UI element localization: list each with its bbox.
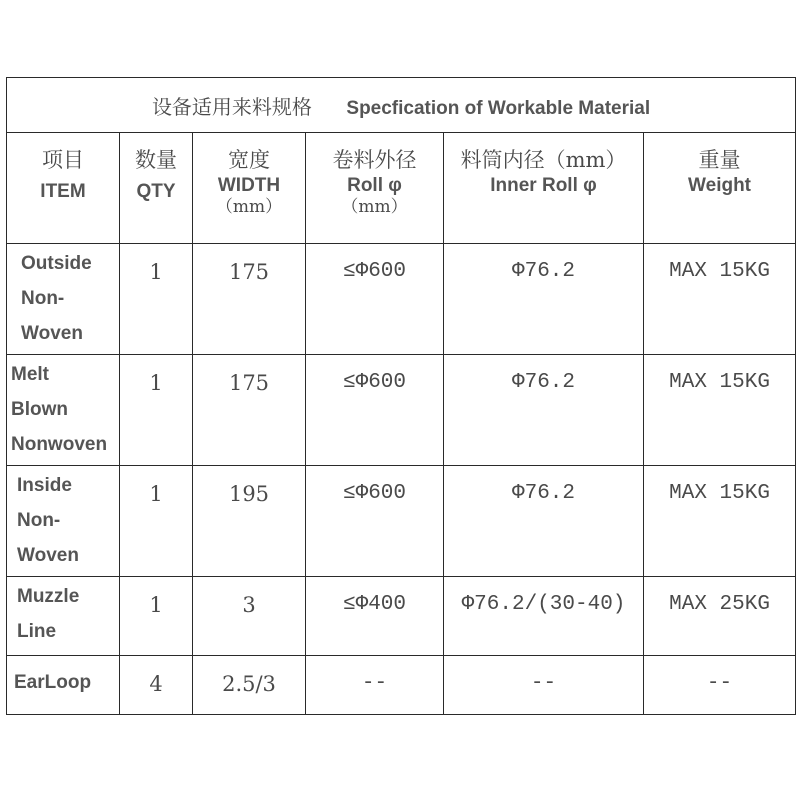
header-inner xyxy=(444,133,644,244)
roll-value: ≤Φ600 xyxy=(342,260,406,283)
inner-cell xyxy=(444,466,644,577)
inner-cell xyxy=(444,355,644,466)
roll-cell xyxy=(306,244,444,355)
width-cell xyxy=(193,244,306,355)
header-width-cn: 宽度 xyxy=(228,148,270,172)
title-cn: 设备适用来料规格 xyxy=(151,94,312,119)
title-row xyxy=(7,78,796,133)
width-cell xyxy=(193,656,306,715)
header-weight xyxy=(644,133,796,244)
table-title xyxy=(7,78,796,133)
header-roll-cn: 卷料外径 xyxy=(332,148,417,172)
weight-cell xyxy=(644,577,796,656)
item-cell xyxy=(7,355,120,466)
table-row xyxy=(7,466,796,577)
header-row xyxy=(7,133,796,244)
header-weight-cn: 重量 xyxy=(698,148,741,172)
header-qty xyxy=(120,133,193,244)
table-row xyxy=(7,244,796,355)
roll-value: ≤Φ600 xyxy=(342,371,406,394)
width-value: 175 xyxy=(228,371,270,395)
header-item xyxy=(7,133,120,244)
weight-cell xyxy=(644,466,796,577)
inner-value: -- xyxy=(530,672,557,695)
roll-value: -- xyxy=(361,672,388,695)
roll-cell xyxy=(306,656,444,715)
inner-value: Φ76.2/(30-40) xyxy=(461,593,626,616)
qty-cell xyxy=(120,577,193,656)
weight-value: MAX 15KG xyxy=(669,371,770,394)
width-cell xyxy=(193,466,306,577)
qty-cell xyxy=(120,656,193,715)
weight-value: MAX 25KG xyxy=(669,593,770,616)
item-name: Inside Non- Woven xyxy=(17,475,79,566)
width-value: 195 xyxy=(228,482,270,506)
roll-cell xyxy=(306,577,444,656)
header-width xyxy=(193,133,306,244)
header-width-unit: （mm） xyxy=(215,197,283,217)
width-value: 175 xyxy=(228,260,270,284)
weight-value: MAX 15KG xyxy=(669,482,770,505)
qty-value: 1 xyxy=(149,371,163,395)
weight-cell xyxy=(644,656,796,715)
inner-value: Φ76.2 xyxy=(511,482,575,505)
item-cell xyxy=(7,244,120,355)
header-roll-en: Roll φ xyxy=(347,175,402,196)
item-cell xyxy=(7,656,120,715)
roll-value: ≤Φ400 xyxy=(342,593,406,616)
inner-cell xyxy=(444,656,644,715)
roll-cell xyxy=(306,355,444,466)
item-name: Melt Blown Nonwoven xyxy=(11,364,108,455)
inner-cell xyxy=(444,244,644,355)
title-en: Specfication of Workable Material xyxy=(346,97,651,119)
qty-value: 1 xyxy=(149,260,163,284)
item-name: Outside Non- Woven xyxy=(21,253,92,344)
item-name: EarLoop xyxy=(14,672,92,693)
roll-cell xyxy=(306,466,444,577)
item-cell xyxy=(7,466,120,577)
table-row xyxy=(7,355,796,466)
inner-value: Φ76.2 xyxy=(511,260,575,283)
header-inner-en: Inner Roll φ xyxy=(490,175,597,196)
table-row xyxy=(7,656,796,715)
weight-cell xyxy=(644,355,796,466)
header-roll xyxy=(306,133,444,244)
qty-value: 1 xyxy=(149,482,163,506)
spec-table xyxy=(6,77,796,715)
qty-value: 4 xyxy=(149,672,163,696)
header-roll-unit: （mm） xyxy=(341,197,408,217)
qty-value: 1 xyxy=(149,593,163,617)
item-cell xyxy=(7,577,120,656)
header-qty-en: QTY xyxy=(136,181,176,202)
inner-cell xyxy=(444,577,644,656)
header-inner-cn: 料筒内径（mm） xyxy=(460,148,627,172)
table-row xyxy=(7,577,796,656)
weight-cell xyxy=(644,244,796,355)
width-cell xyxy=(193,577,306,656)
item-name: Muzzle Line xyxy=(17,586,80,642)
roll-value: ≤Φ600 xyxy=(342,482,406,505)
width-cell xyxy=(193,355,306,466)
width-value: 3 xyxy=(242,593,256,617)
header-item-cn: 项目 xyxy=(42,148,84,172)
header-item-en: ITEM xyxy=(40,181,86,202)
width-value: 2.5/3 xyxy=(222,672,276,696)
qty-cell xyxy=(120,244,193,355)
weight-value: -- xyxy=(706,672,733,695)
weight-value: MAX 15KG xyxy=(669,260,770,283)
header-qty-cn: 数量 xyxy=(135,148,177,172)
qty-cell xyxy=(120,355,193,466)
header-width-en: WIDTH xyxy=(217,175,281,196)
header-weight-en: Weight xyxy=(688,175,752,196)
inner-value: Φ76.2 xyxy=(511,371,575,394)
qty-cell xyxy=(120,466,193,577)
